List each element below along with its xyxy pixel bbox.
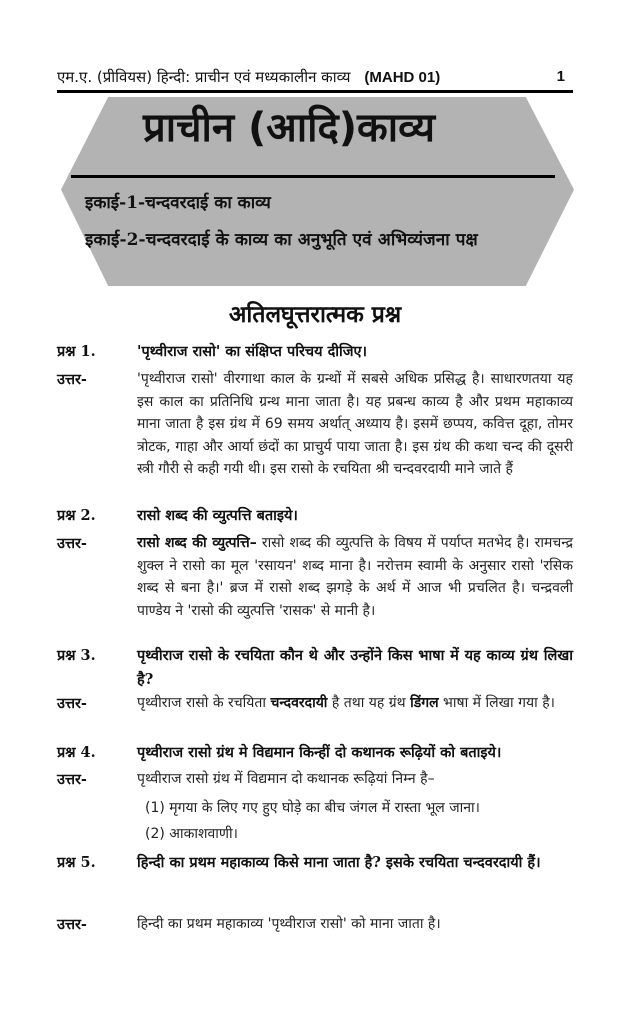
language-name: डिंगल bbox=[410, 695, 439, 711]
list-item: (1) मृगया के लिए गए हुए घोड़े का बीच जंगल में रास्ता भूल जाना। bbox=[145, 799, 480, 816]
list-item: (2) आकाशवाणी। bbox=[145, 826, 238, 842]
question-label: प्रश्न 5. bbox=[57, 854, 96, 871]
author-name: चन्दवरदायी bbox=[270, 695, 328, 711]
answer-label: उत्तर- bbox=[57, 695, 87, 712]
question-text: पृथ्वीराज रासो ग्रंथ मे विद्यमान किन्हीं दो कथानक रूढ़ियों को बताइये। bbox=[137, 744, 502, 761]
answer-part: भाषा में लिखा गया है। bbox=[438, 695, 555, 711]
answer-part: पृथ्वीराज रासो के रचयिता bbox=[137, 695, 271, 711]
header-divider bbox=[57, 90, 573, 93]
question-label: प्रश्न 3. bbox=[57, 647, 96, 664]
answer-label: उत्तर- bbox=[57, 371, 87, 388]
answer-label: उत्तर- bbox=[57, 535, 87, 552]
answer-text bbox=[137, 692, 573, 715]
section-heading: अतिलघूत्तरात्मक प्रश्न bbox=[228, 302, 402, 328]
header-title: एम.ए. (प्रीवियस) हिन्दी: प्राचीन एवं मध्यकालीन काव्य bbox=[57, 68, 351, 86]
banner-divider bbox=[71, 175, 555, 178]
answer-label: उत्तर- bbox=[57, 916, 87, 933]
page-header bbox=[57, 64, 573, 90]
answer-text bbox=[137, 532, 573, 622]
unit-1-title: इकाई-1-चन्दवरदाई का काव्य bbox=[85, 193, 271, 213]
question-text: हिन्दी का प्रथम महाकाव्य किसे माना जाता है? इसके रचयिता चन्दवरदायी हैं। bbox=[137, 854, 541, 871]
question-text: पृथ्वीराज रासो के रचयिता कौन थे और उन्होंने किस भाषा में यह काव्य ग्रंथ लिखा है? bbox=[137, 647, 573, 688]
unit-2-title: इकाई-2-चन्दवरदाई के काव्य का अनुभूति एवं अभिव्यंजना पक्ष bbox=[85, 230, 478, 250]
question-label: प्रश्न 1. bbox=[57, 343, 96, 360]
answer-label: उत्तर- bbox=[57, 771, 87, 788]
question-text: रासो शब्द की व्युत्पत्ति बताइये। bbox=[137, 507, 298, 524]
answer-body: रासो शब्द की व्युत्पत्ति के विषय में पर्याप्त मतभेद है। रामचन्द्र शुक्ल ने रासो का मूल 'रसायन' शब्द माना है। नरोत्तम स्वामी के अनुसार रासो 'रसिक शब्द से बना है।' ब्रज में रासो शब्द झगड़े के अर्थ में आज भी प्रचलित है। चन्द्रवली पाण्डेय ने 'रासो की व्युत्पत्ति 'रासक' से मानी है। bbox=[137, 535, 574, 619]
question-text: 'पृथ्वीराज रासो' का संक्षिप्त परिचय दीजिए। bbox=[137, 343, 368, 360]
page-number: 1 bbox=[556, 68, 565, 85]
answer-bold-lead: रासो शब्द की व्युत्पत्ति– bbox=[137, 535, 257, 551]
answer-part: है तथा यह ग्रंथ bbox=[327, 695, 411, 711]
chapter-title: प्राचीन (आदि)काव्य bbox=[143, 105, 436, 151]
answer-intro: पृथ्वीराज रासो ग्रंथ में विद्यमान दो कथानक रूढ़ियां निम्न है– bbox=[137, 771, 435, 787]
question-label: प्रश्न 4. bbox=[57, 744, 96, 761]
course-code: (MAHD 01) bbox=[364, 69, 441, 86]
question-label: प्रश्न 2. bbox=[57, 507, 96, 524]
answer-text bbox=[137, 768, 573, 846]
answer-text: 'पृथ्वीराज रासो' वीरगाथा काल के ग्रन्थों में सबसे अधिक प्रसिद्ध है। साधारणतया यह इस काल का प्रतिनिधि ग्रन्थ माना जाता है। यह प्रबन्ध काव्य है और प्रथम महाकाव्य माना जाता है इस ग्रंथ में 69 समय अर्थात् अध्याय है। इसमें छप्पय, कवित्त दूहा, तोमर त्रोटक, गाहा और आर्या छंदों का प्राचुर्य पाया जाता है। इस ग्रंथ की कथा चन्द की दूसरी स्त्री गौरी से कही गयी थी। इस रासो के रचयिता श्री चन्दवरदायी माने जाते हैं bbox=[137, 371, 573, 477]
answer-text: हिन्दी का प्रथम महाकाव्य 'पृथ्वीराज रासो' को माना जाता है। bbox=[137, 916, 441, 932]
